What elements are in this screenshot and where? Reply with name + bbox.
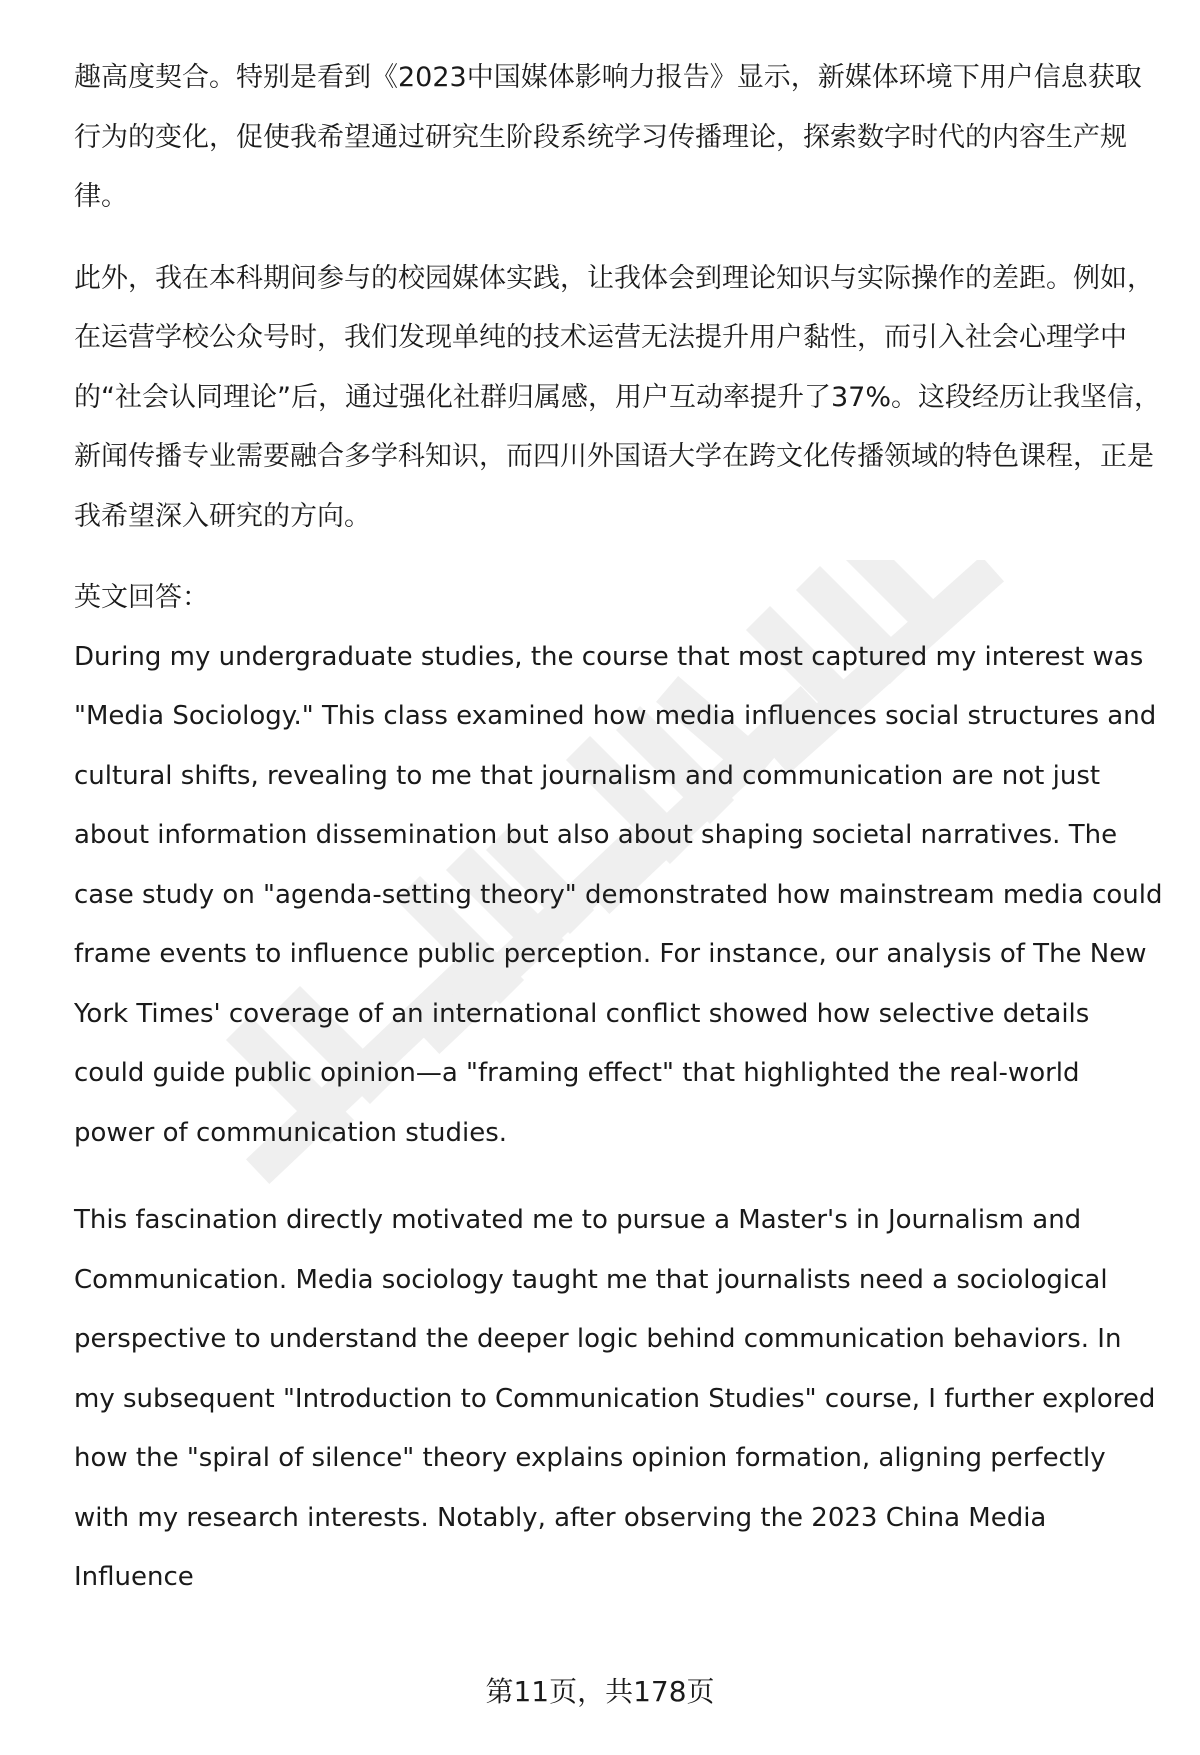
english-answer-label: 英文回答：: [74, 582, 209, 613]
paragraph-zh-2: 此外，我在本科期间参与的校园媒体实践，让我体会到理论知识与实际操作的差距。例如，在运营学校公众号时，我们发现单纯的技术运营无法提升用户黏性，而引入社会心理学中的“社会认同理论”后，通过强化社群归属感，用户互动率提升了37%。这段经历让我坚信，新闻传播专业需要融合多学科知识，而四川外国语大学在跨文化传播领域的特色课程，正是我希望深入研究的方向。: [74, 262, 1161, 532]
page-number-footer: 第11页，共178页: [485, 1675, 715, 1708]
paragraph-en-1: During my undergraduate studies, the course that most captured my interest was "Media Sociology." This class examined how media influences social structures and cultural shifts, revealing to me that journalism and communication are not just about information dissemination but also about shaping societal narratives. The case study on "agenda-setting theory" demonstrated how mainstream media could frame events to influence public perception. For instance, our analysis of The New York Times' coverage of an international conflict showed how selective details could guide public opinion—a "framing effect" that highlighted the real-world power of communication studies.: [74, 641, 1163, 1148]
paragraph-zh-1: 趣高度契合。特别是看到《2023中国媒体影响力报告》显示，新媒体环境下用户信息获取行为的变化，促使我希望通过研究生阶段系统学习传播理论，探索数字时代的内容生产规律。: [74, 62, 1142, 212]
paragraph-en-2: This fascination directly motivated me to pursue a Master's in Journalism and Communication. Media sociology taught me that journalists need a sociological perspective to understand the deeper logic behind communication behaviors. In my subsequent "Introduction to Communication Studies" course, I further explored how the "spiral of silence" theory explains opinion formation, aligning perfectly with my research interests. Notably, after observing the 2023 China Media Influence: [74, 1205, 1156, 1592]
document-body: [74, 48, 1164, 1608]
